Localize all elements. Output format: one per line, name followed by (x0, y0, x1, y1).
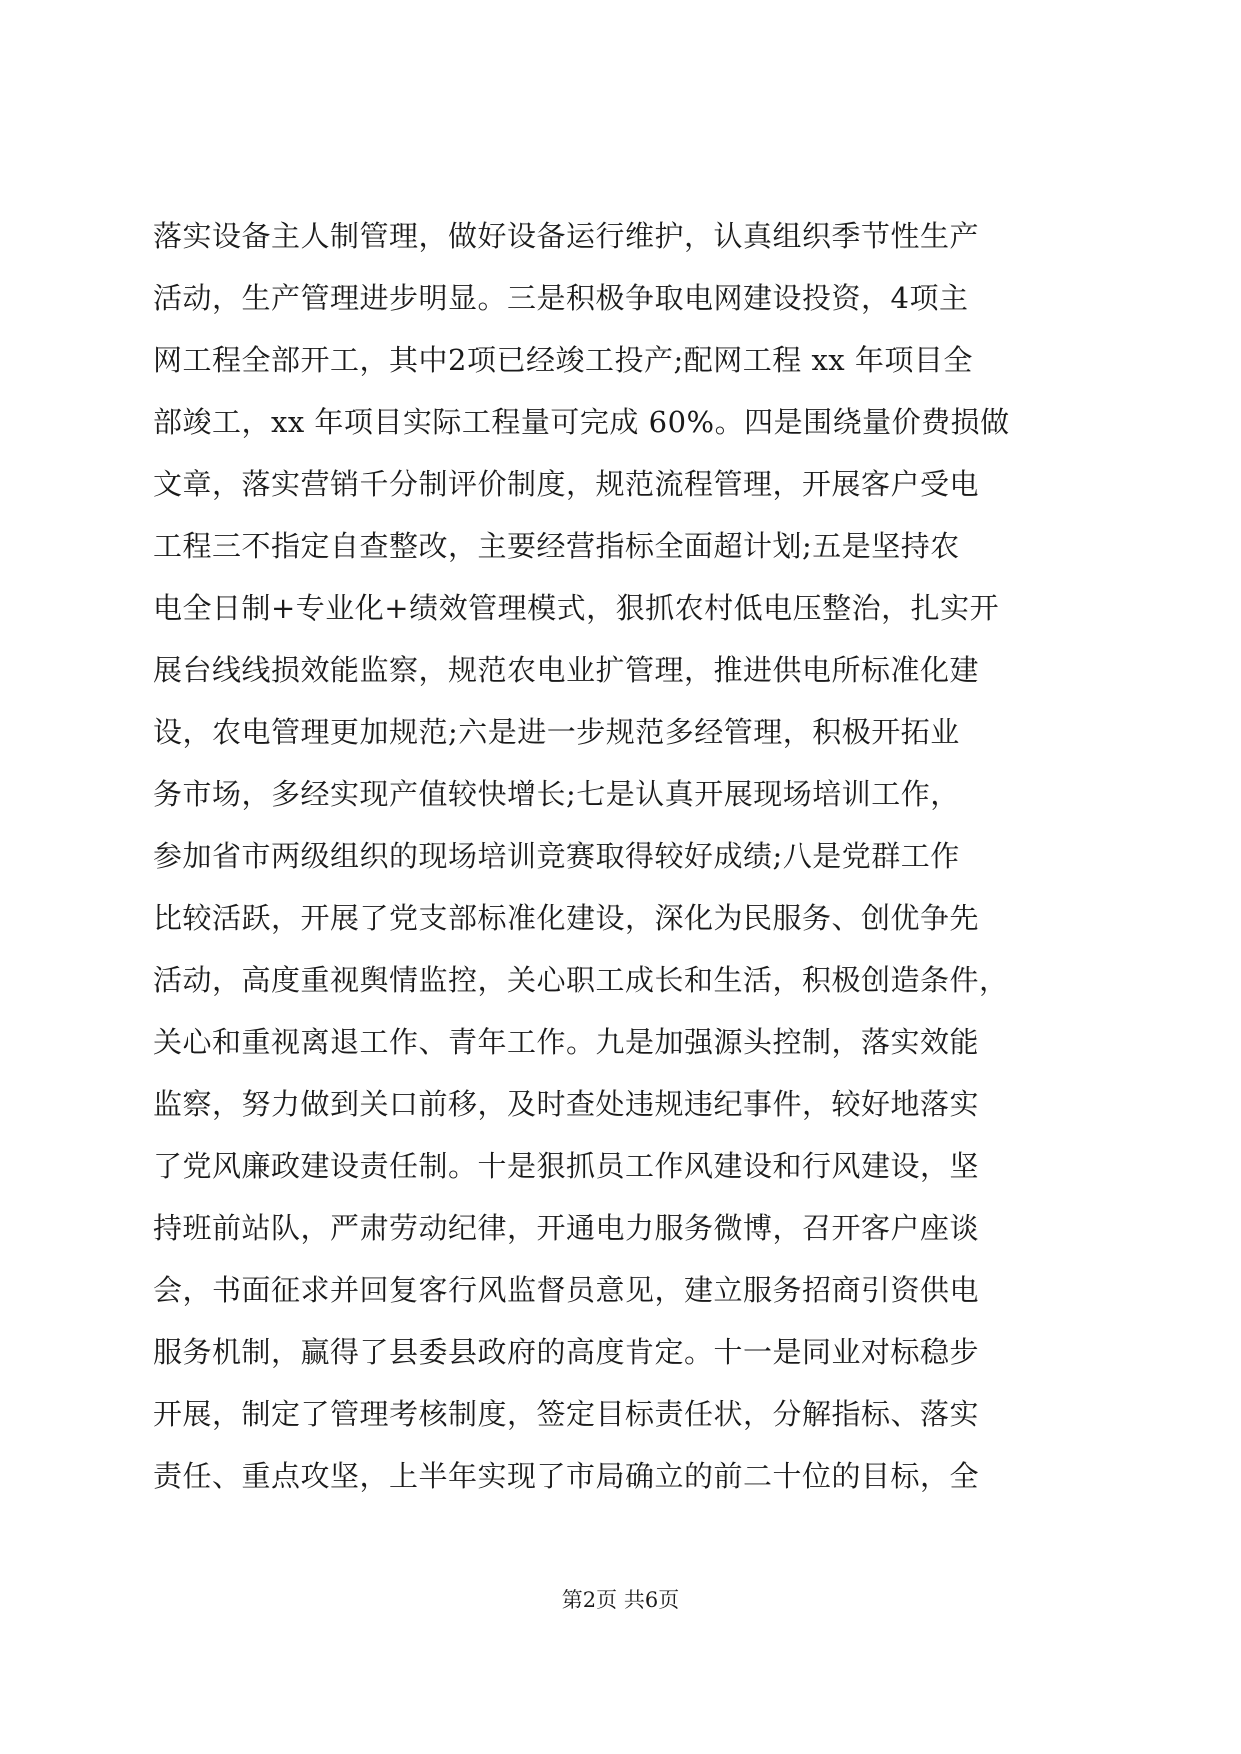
body-text (153, 205, 1093, 1507)
text-line: 活动，高度重视舆情监控，关心职工成长和生活，积极创造条件， (153, 963, 1009, 997)
text-line: 了党风廉政建设责任制。十是狠抓员工作风建设和行风建设，坚 (153, 1149, 980, 1183)
text-line: 持班前站队，严肃劳动纪律，开通电力服务微博，召开客户座谈 (153, 1211, 980, 1245)
page-number-footer: 第2页 共6页 (561, 1588, 680, 1612)
text-line: 会，书面征求并回复客行风监督员意见，建立服务招商引资供电 (153, 1273, 980, 1307)
text-line: 设，农电管理更加规范;六是进一步规范多经管理，积极开拓业 (153, 715, 960, 749)
text-line: 开展，制定了管理考核制度，签定目标责任状，分解指标、落实 (153, 1397, 980, 1431)
text-line: 活动，生产管理进步明显。三是积极争取电网建设投资，4项主 (153, 281, 969, 315)
text-line: 服务机制，赢得了县委县政府的高度肯定。十一是同业对标稳步 (153, 1335, 980, 1369)
text-line: 务市场，多经实现产值较快增长;七是认真开展现场培训工作， (153, 777, 960, 811)
text-line: 比较活跃，开展了党支部标准化建设，深化为民服务、创优争先 (153, 901, 980, 935)
text-line: 展台线线损效能监察，规范农电业扩管理，推进供电所标准化建 (153, 653, 980, 687)
text-line: 电全日制+专业化+绩效管理模式，狠抓农村低电压整治，扎实开 (153, 591, 1000, 625)
text-line: 责任、重点攻坚，上半年实现了市局确立的前二十位的目标，全 (153, 1459, 980, 1493)
text-line: 监察，努力做到关口前移，及时查处违规违纪事件，较好地落实 (153, 1087, 980, 1121)
text-line: 工程三不指定自查整改，主要经营指标全面超计划;五是坚持农 (153, 529, 960, 563)
text-line: 部竣工，xx 年项目实际工程量可完成 60%。四是围绕量价费损做 (153, 405, 1010, 439)
text-line: 文章，落实营销千分制评价制度，规范流程管理，开展客户受电 (153, 467, 980, 501)
text-line: 落实设备主人制管理，做好设备运行维护，认真组织季节性生产 (153, 219, 980, 253)
text-line: 网工程全部开工，其中2项已经竣工投产;配网工程 xx 年项目全 (153, 343, 973, 377)
text-line: 关心和重视离退工作、青年工作。九是加强源头控制，落实效能 (153, 1025, 980, 1059)
text-line: 参加省市两级组织的现场培训竞赛取得较好成绩;八是党群工作 (153, 839, 960, 873)
